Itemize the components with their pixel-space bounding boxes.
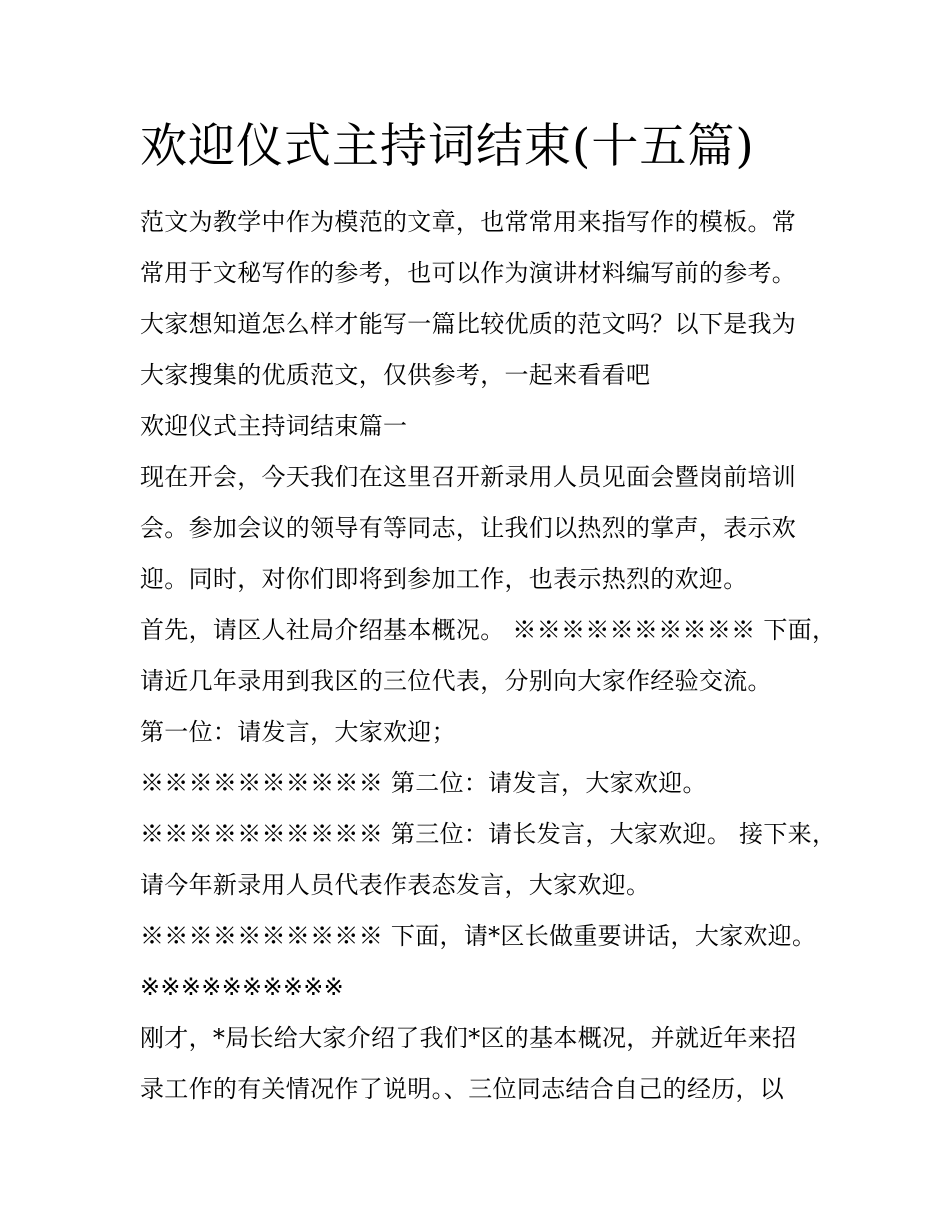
paragraph-line: 第一位：请发言，大家欢迎；	[140, 718, 456, 746]
section-heading: 欢迎仪式主持词结束篇一	[140, 412, 408, 440]
document-title: 欢迎仪式主持词结束(十五篇)	[140, 119, 755, 174]
paragraph-line: 首先，请区人社局介绍基本概况。 ※※※※※※※※※※ 下面，	[140, 616, 837, 644]
paragraph-line: ※※※※※※※※※※ 第三位：请长发言，大家欢迎。 接下来，	[140, 820, 837, 848]
paragraph-line: 刚才，*局长给大家介绍了我们*区的基本概况，并就近年来招	[140, 1024, 797, 1052]
paragraph-line: 大家搜集的优质范文，仅供参考，一起来看看吧	[140, 361, 651, 389]
paragraph-line: 请近几年录用到我区的三位代表，分别向大家作经验交流。	[140, 667, 772, 695]
paragraph-line: 范文为教学中作为模范的文章，也常常用来指写作的模板。常	[140, 208, 797, 236]
paragraph-line: 请今年新录用人员代表作表态发言，大家欢迎。	[140, 871, 651, 899]
paragraph-line: ※※※※※※※※※※ 第二位：请发言，大家欢迎。	[140, 769, 707, 797]
paragraph-line: 会。参加会议的领导有等同志，让我们以热烈的掌声，表示欢	[140, 514, 797, 542]
paragraph-line: ※※※※※※※※※※ 下面，请*区长做重要讲话，大家欢迎。	[140, 922, 817, 950]
paragraph-line: 大家想知道怎么样才能写一篇比较优质的范文吗？以下是我为	[140, 310, 797, 338]
paragraph-line: 迎。同时，对你们即将到参加工作，也表示热烈的欢迎。	[140, 565, 748, 593]
paragraph-line: 录工作的有关情况作了说明。、三位同志结合自己的经历，以	[140, 1075, 785, 1103]
paragraph-line: 现在开会，今天我们在这里召开新录用人员见面会暨岗前培训	[140, 463, 797, 491]
paragraph-line: 常用于文秘写作的参考，也可以作为演讲材料编写前的参考。	[140, 259, 797, 287]
paragraph-line: ※※※※※※※※※※	[140, 973, 345, 1001]
